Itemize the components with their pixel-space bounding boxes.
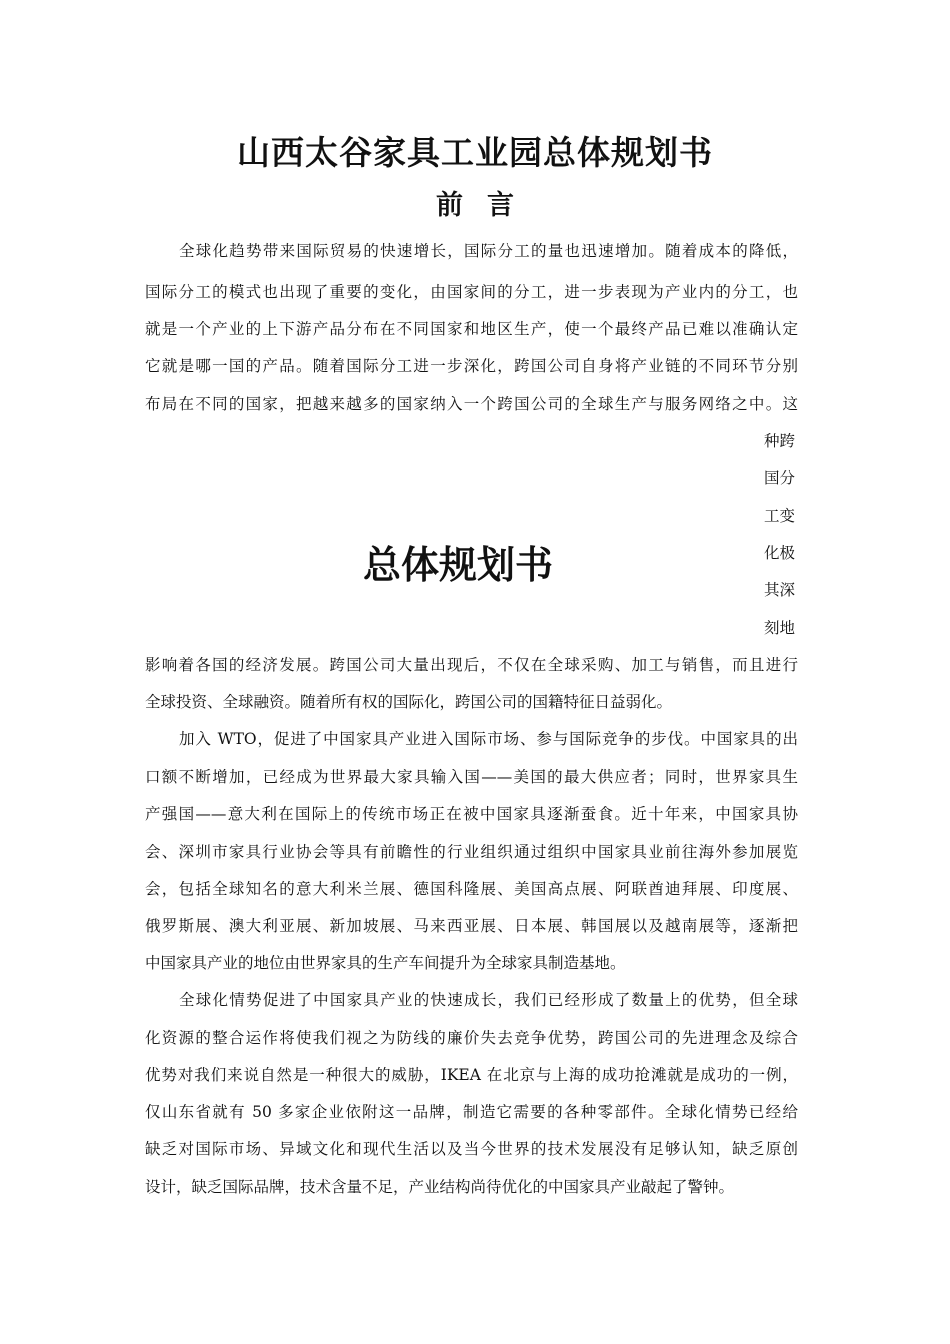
body-line: 化极	[764, 544, 796, 562]
body-line: 就是一个产业的上下游产品分布在不同国家和地区生产，使一个最终产品已难以准确认定	[145, 320, 798, 338]
body-line: 会，包括全球知名的意大利米兰展、德国科隆展、美国高点展、阿联酋迪拜展、印度展、	[145, 880, 798, 898]
body-line: 全球化情势促进了中国家具产业的快速成长，我们已经形成了数量上的优势，但全球	[179, 991, 798, 1009]
body-line: 全球化趋势带来国际贸易的快速增长，国际分工的量也迅速增加。随着成本的降低，	[179, 242, 798, 260]
body-line: 俄罗斯展、澳大利亚展、新加坡展、马来西亚展、日本展、韩国展以及越南展等，逐渐把	[145, 917, 798, 935]
body-line: 加入 WTO，促进了中国家具产业进入国际市场、参与国际竞争的步伐。中国家具的出	[179, 730, 798, 748]
body-line: 布局在不同的国家，把越来越多的国家纳入一个跨国公司的全球生产与服务网络之中。这	[145, 395, 798, 413]
body-line: 口额不断增加，已经成为世界最大家具输入国——美国的最大供应者；同时，世界家具生	[145, 768, 798, 786]
body-line: 中国家具产业的地位由世界家具的生产车间提升为全球家具制造基地。	[145, 954, 626, 972]
body-line: 国际分工的模式也出现了重要的变化，由国家间的分工，进一步表现为产业内的分工，也	[145, 283, 798, 301]
body-line: 缺乏对国际市场、异域文化和现代生活以及当今世界的技术发展没有足够认知，缺乏原创	[145, 1140, 798, 1158]
document-title: 山西太谷家具工业园总体规划书	[237, 133, 713, 172]
body-line: 它就是哪一国的产品。随着国际分工进一步深化，跨国公司自身将产业链的不同环节分别	[145, 357, 798, 375]
body-line: 设计，缺乏国际品牌，技术含量不足，产业结构尚待优化的中国家具产业敲起了警钟。	[145, 1178, 735, 1196]
body-line: 影响着各国的经济发展。跨国公司大量出现后，不仅在全球采购、加工与销售，而且进行	[145, 656, 798, 674]
body-line: 刻地	[764, 619, 796, 637]
section-heading: 前言	[436, 190, 538, 221]
body-line: 仅山东省就有 50 多家企业依附这一品牌，制造它需要的各种零部件。全球化情势已经给	[145, 1103, 798, 1121]
body-line: 国分	[764, 469, 796, 487]
body-line: 会、深圳市家具行业协会等具有前瞻性的行业组织通过组织中国家具业前往海外参加展览	[145, 843, 798, 861]
body-line: 种跨	[764, 432, 796, 450]
body-line: 全球投资、全球融资。随着所有权的国际化，跨国公司的国籍特征日益弱化。	[145, 693, 673, 711]
body-line: 化资源的整合运作将使我们视之为防线的廉价失去竞争优势，跨国公司的先进理念及综合	[145, 1029, 798, 1047]
body-line: 其深	[764, 581, 796, 599]
body-line: 优势对我们来说自然是一种很大的威胁，IKEA 在北京与上海的成功抢滩就是成功的一例，	[145, 1066, 798, 1084]
body-line: 工变	[764, 507, 796, 525]
overlay-heading: 总体规划书	[362, 543, 553, 587]
body-line: 产强国——意大利在国际上的传统市场正在被中国家具逐渐蚕食。近十年来，中国家具协	[145, 805, 798, 823]
